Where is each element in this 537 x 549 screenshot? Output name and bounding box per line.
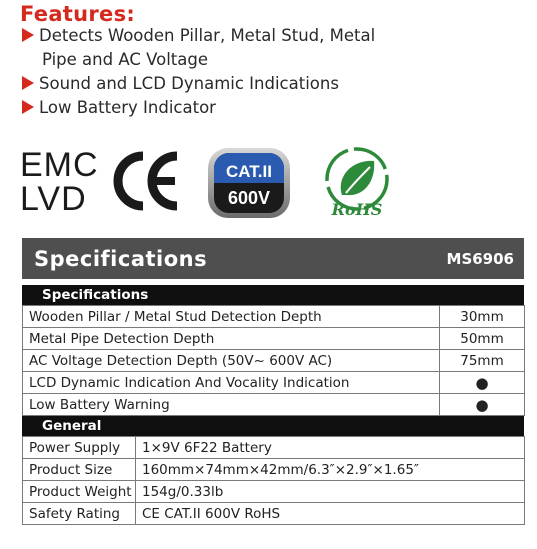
row-value: ● <box>440 394 525 416</box>
table-row <box>23 394 525 416</box>
leaf-icon <box>341 161 374 195</box>
row-label: Metal Pipe Detection Depth <box>23 328 440 350</box>
bullet-arrow-icon <box>22 76 34 90</box>
feature-item <box>22 72 339 96</box>
features-title: Features: <box>20 2 136 26</box>
row-label: Power Supply <box>23 437 136 459</box>
general-rows-table <box>22 436 525 525</box>
table-row <box>23 306 525 328</box>
row-value: ● <box>440 372 525 394</box>
feature-text: Pipe and AC Voltage <box>42 50 208 69</box>
row-label: Safety Rating <box>23 503 136 525</box>
section-title: General <box>22 416 524 436</box>
model-number: MS6906 <box>446 249 514 268</box>
emc-lvd-mark <box>20 148 99 216</box>
cat-label: CAT.II <box>226 162 272 181</box>
spec-header-title: Specifications <box>34 246 208 271</box>
row-value: 50mm <box>440 328 525 350</box>
row-label: Product Weight <box>23 481 136 503</box>
table-row <box>23 459 525 481</box>
row-label: Low Battery Warning <box>23 394 440 416</box>
row-value: 75mm <box>440 350 525 372</box>
table-row <box>23 328 525 350</box>
specifications-table <box>22 238 524 525</box>
emc-label: EMC <box>20 146 99 184</box>
row-label: Wooden Pillar / Metal Stud Detection Depth <box>23 306 440 328</box>
voltage-label: 600V <box>227 188 271 208</box>
row-value: 160mm×74mm×42mm/6.3″×2.9″×1.65″ <box>136 459 525 481</box>
row-value: 30mm <box>440 306 525 328</box>
row-value: CE CAT.II 600V RoHS <box>136 503 525 525</box>
feature-text: Detects Wooden Pillar, Metal Stud, Metal <box>39 26 376 45</box>
spec-rows-table <box>22 305 525 416</box>
feature-text: Low Battery Indicator <box>39 98 216 117</box>
row-value: 154g/0.33lb <box>136 481 525 503</box>
bullet-arrow-icon <box>22 28 34 42</box>
row-label: LCD Dynamic Indication And Vocality Indication <box>23 372 440 394</box>
row-value: 1×9V 6F22 Battery <box>136 437 525 459</box>
feature-text: Sound and LCD Dynamic Indications <box>39 74 339 93</box>
feature-item-continuation <box>22 48 208 72</box>
bullet-arrow-icon <box>22 100 34 114</box>
ce-mark-icon <box>113 150 183 212</box>
lvd-label: LVD <box>20 180 87 218</box>
table-row <box>23 481 525 503</box>
rohs-badge <box>318 145 396 219</box>
table-row <box>23 350 525 372</box>
table-row <box>23 503 525 525</box>
table-row <box>23 437 525 459</box>
feature-item <box>22 96 216 120</box>
table-row <box>23 372 525 394</box>
cat-rating-badge <box>207 147 291 219</box>
row-label: AC Voltage Detection Depth (50V~ 600V AC) <box>23 350 440 372</box>
spec-header-bar <box>22 238 524 279</box>
row-label: Product Size <box>23 459 136 481</box>
rohs-label: RoHS <box>331 200 383 219</box>
section-title: Specifications <box>22 285 524 305</box>
feature-item <box>22 24 375 48</box>
